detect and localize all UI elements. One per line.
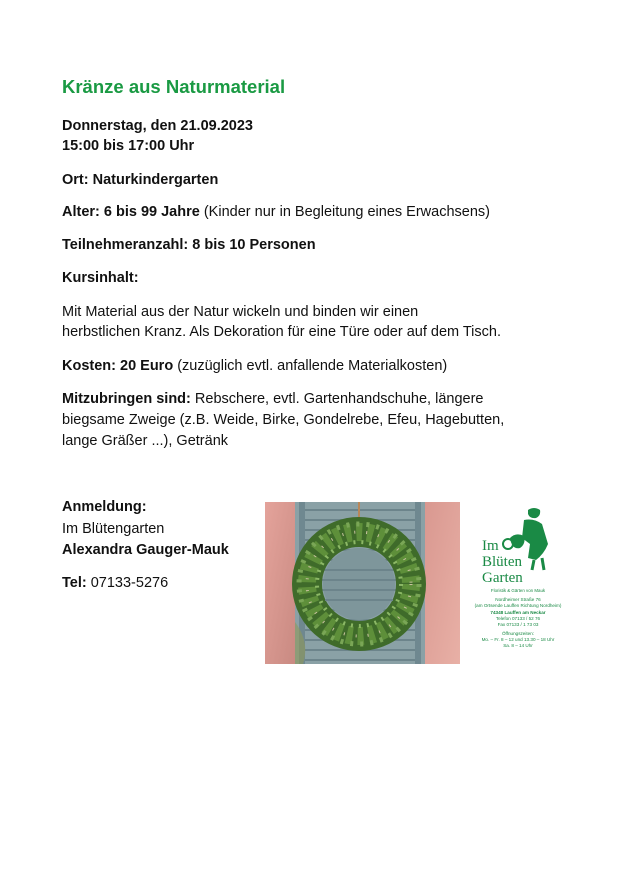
tel-label: Tel: <box>62 575 87 591</box>
bring-label: Mitzubringen sind: <box>62 391 191 407</box>
registration-phone <box>62 573 168 593</box>
logo-hours-heading: Öffnungszeiten: <box>501 631 535 636</box>
logo-address-3: 74348 Lauffen am Neckar <box>490 610 546 615</box>
wreath-photo <box>265 502 460 664</box>
age-line <box>62 202 490 222</box>
registration-place: Im Blütengarten <box>62 521 165 537</box>
bring-line-1 <box>62 389 483 409</box>
logo-word-im: Im <box>482 538 499 554</box>
content-line-2: herbstlichen Kranz. Als Dekoration für eine Türe oder auf dem Tisch. <box>62 324 501 340</box>
registration-person: Alexandra Gauger-Mauk <box>62 542 229 558</box>
age-label: Alter: 6 bis 99 Jahre <box>62 204 200 220</box>
wreath-on-shutter-illustration <box>265 502 460 664</box>
participants-line: Teilnehmeranzahl: 8 bis 10 Personen <box>62 237 316 253</box>
page-title: Kränze aus Naturmaterial <box>62 76 286 97</box>
logo-word-garten: Garten <box>482 570 523 586</box>
logo-hours-1: Mo. – Fr. 8 – 12 und 13.30 – 18 Uhr <box>481 637 555 642</box>
cost-line <box>62 356 447 376</box>
bluetengarten-logo <box>468 502 568 662</box>
logo-word-blueten: Blüten <box>482 554 522 570</box>
cost-note: (zuzüglich evtl. anfallende Materialkosten) <box>173 358 448 374</box>
registration-heading: Anmeldung: <box>62 499 147 515</box>
bring-line-2: biegsame Zweige (z.B. Weide, Birke, Gondelrebe, Efeu, Hagebutten, <box>62 412 505 428</box>
content-heading: Kursinhalt: <box>62 270 139 286</box>
date-line: Donnerstag, den 21.09.2023 <box>62 118 253 134</box>
logo-address-5: Fax 07133 / 1 73 03 <box>497 622 539 627</box>
bring-line-3: lange Gräßer ...), Getränk <box>62 433 229 449</box>
logo-hours-2: Sa. 8 – 14 Uhr <box>503 643 533 648</box>
location-line: Ort: Naturkindergarten <box>62 172 219 188</box>
logo-address-1: Nordheimer Straße 76 <box>495 597 541 602</box>
logo-address-4: Telefon 07133 / 52 76 <box>495 616 541 621</box>
logo-tagline: Floristik & Gärten von Mauk <box>490 588 546 593</box>
cost-label: Kosten: 20 Euro <box>62 358 174 374</box>
bring-text-1: Rebschere, evtl. Gartenhandschuhe, längere <box>190 391 484 407</box>
content-line-1: Mit Material aus der Natur wickeln und binden wir einen <box>62 304 419 320</box>
age-note: (Kinder nur in Begleitung eines Erwachsens) <box>199 204 490 220</box>
time-line: 15:00 bis 17:00 Uhr <box>62 138 195 154</box>
logo-address-2: (am Ortsende Lauffen Richtung Nordheim) <box>474 603 562 608</box>
tel-value: 07133-5276 <box>86 575 169 591</box>
